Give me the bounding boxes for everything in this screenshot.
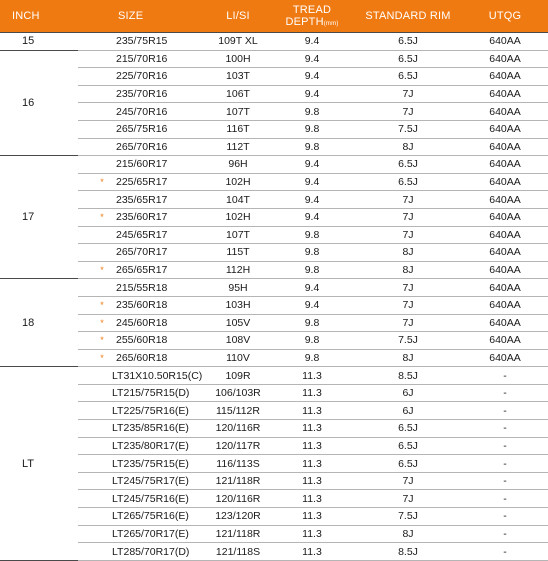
load-speed-index-cell: 121/118R (206, 472, 270, 490)
tire-size-cell: 215/55R18 (112, 279, 206, 297)
standard-rim-cell: 7J (354, 191, 462, 209)
standard-rim-cell: 7.5J (354, 332, 462, 350)
utqg-cell: 640AA (462, 226, 548, 244)
load-speed-index-cell: 100H (206, 50, 270, 68)
tire-size-cell: 245/60R18 (112, 314, 206, 332)
standard-rim-cell: 7.5J (354, 508, 462, 526)
table-row (0, 191, 548, 209)
utqg-cell: - (462, 543, 548, 561)
star-marker (78, 455, 112, 473)
load-speed-index-cell: 116/113S (206, 455, 270, 473)
utqg-cell: - (462, 508, 548, 526)
star-marker (78, 543, 112, 561)
header-tread-depth-label: TREAD DEPTH (285, 4, 332, 28)
tire-size-cell: LT245/75R17(E) (112, 472, 206, 490)
utqg-cell: 640AA (462, 244, 548, 262)
utqg-cell: 640AA (462, 85, 548, 103)
load-speed-index-cell: 112H (206, 261, 270, 279)
standard-rim-cell: 7J (354, 314, 462, 332)
tire-size-cell: LT245/75R16(E) (112, 490, 206, 508)
star-marker (78, 85, 112, 103)
tread-depth-cell: 11.3 (270, 472, 354, 490)
star-marker (78, 156, 112, 174)
table-row (0, 103, 548, 121)
utqg-cell: 640AA (462, 50, 548, 68)
table-row (0, 138, 548, 156)
tire-size-cell: 265/70R17 (112, 244, 206, 262)
load-speed-index-cell: 115/112R (206, 402, 270, 420)
star-marker: * (78, 314, 112, 332)
table-row (0, 349, 548, 367)
tread-depth-cell: 9.4 (270, 33, 354, 51)
star-marker (78, 490, 112, 508)
tire-size-cell: LT265/75R16(E) (112, 508, 206, 526)
tire-size-cell: LT215/75R15(D) (112, 384, 206, 402)
standard-rim-cell: 7J (354, 296, 462, 314)
standard-rim-cell: 8J (354, 244, 462, 262)
utqg-cell: - (462, 437, 548, 455)
tire-size-cell: 245/65R17 (112, 226, 206, 244)
tire-size-cell: 255/60R18 (112, 332, 206, 350)
table-row (0, 437, 548, 455)
table-row (0, 156, 548, 174)
table-row (0, 226, 548, 244)
tire-size-cell: LT285/70R17(D) (112, 543, 206, 561)
standard-rim-cell: 8.5J (354, 543, 462, 561)
load-speed-index-cell: 110V (206, 349, 270, 367)
standard-rim-cell: 7.5J (354, 120, 462, 138)
tread-depth-cell: 9.4 (270, 85, 354, 103)
standard-rim-cell: 6.5J (354, 50, 462, 68)
star-marker (78, 103, 112, 121)
inch-group-label: 16 (0, 50, 78, 156)
standard-rim-cell: 8J (354, 261, 462, 279)
tire-size-cell: 265/75R16 (112, 120, 206, 138)
utqg-cell: - (462, 490, 548, 508)
table-row (0, 490, 548, 508)
utqg-cell: 640AA (462, 68, 548, 86)
standard-rim-cell: 7J (354, 208, 462, 226)
tire-size-cell: LT225/75R16(E) (112, 402, 206, 420)
standard-rim-cell: 7J (354, 226, 462, 244)
table-row (0, 208, 548, 226)
star-marker (78, 279, 112, 297)
tread-depth-cell: 9.4 (270, 191, 354, 209)
tread-depth-cell: 9.8 (270, 332, 354, 350)
table-row (0, 68, 548, 86)
star-marker (78, 68, 112, 86)
standard-rim-cell: 7J (354, 472, 462, 490)
utqg-cell: 640AA (462, 173, 548, 191)
load-speed-index-cell: 107T (206, 103, 270, 121)
star-marker (78, 367, 112, 385)
load-speed-index-cell: 108V (206, 332, 270, 350)
load-speed-index-cell: 104T (206, 191, 270, 209)
utqg-cell: 640AA (462, 296, 548, 314)
load-speed-index-cell: 102H (206, 173, 270, 191)
inch-group-label: 17 (0, 156, 78, 279)
tread-depth-cell: 11.3 (270, 508, 354, 526)
inch-group-label: 15 (0, 33, 78, 51)
standard-rim-cell: 7J (354, 103, 462, 121)
utqg-cell: 640AA (462, 208, 548, 226)
utqg-cell: - (462, 455, 548, 473)
star-marker (78, 191, 112, 209)
star-marker: * (78, 261, 112, 279)
load-speed-index-cell: 105V (206, 314, 270, 332)
header-size: SIZE (78, 0, 206, 33)
star-marker (78, 402, 112, 420)
table-row (0, 50, 548, 68)
load-speed-index-cell: 107T (206, 226, 270, 244)
table-row (0, 120, 548, 138)
tread-depth-cell: 11.3 (270, 367, 354, 385)
tread-depth-cell: 9.8 (270, 314, 354, 332)
load-speed-index-cell: 95H (206, 279, 270, 297)
utqg-cell: 640AA (462, 349, 548, 367)
tread-depth-cell: 11.3 (270, 437, 354, 455)
load-speed-index-cell: 106T (206, 85, 270, 103)
tread-depth-cell: 9.8 (270, 226, 354, 244)
load-speed-index-cell: 120/117R (206, 437, 270, 455)
table-row (0, 543, 548, 561)
utqg-cell: 640AA (462, 120, 548, 138)
table-row (0, 296, 548, 314)
load-speed-index-cell: 106/103R (206, 384, 270, 402)
table-row (0, 261, 548, 279)
tire-size-cell: 215/60R17 (112, 156, 206, 174)
standard-rim-cell: 6J (354, 384, 462, 402)
tire-size-cell: LT31X10.50R15(C) (112, 367, 206, 385)
star-marker (78, 437, 112, 455)
tire-size-cell: LT235/75R15(E) (112, 455, 206, 473)
inch-group-label: 18 (0, 279, 78, 367)
load-speed-index-cell: 120/116R (206, 490, 270, 508)
tread-depth-cell: 11.3 (270, 402, 354, 420)
star-marker: * (78, 208, 112, 226)
standard-rim-cell: 7J (354, 279, 462, 297)
star-marker: * (78, 173, 112, 191)
tire-size-cell: 235/60R18 (112, 296, 206, 314)
load-speed-index-cell: 109T XL (206, 33, 270, 51)
utqg-cell: - (462, 384, 548, 402)
tread-depth-cell: 11.3 (270, 384, 354, 402)
star-marker (78, 244, 112, 262)
table-header (0, 0, 548, 33)
utqg-cell: - (462, 472, 548, 490)
utqg-cell: 640AA (462, 332, 548, 350)
star-marker: * (78, 349, 112, 367)
tread-depth-cell: 11.3 (270, 543, 354, 561)
tread-depth-cell: 9.4 (270, 296, 354, 314)
standard-rim-cell: 6.5J (354, 33, 462, 51)
star-marker (78, 120, 112, 138)
load-speed-index-cell: 121/118S (206, 543, 270, 561)
star-marker (78, 226, 112, 244)
table-row (0, 279, 548, 297)
table-row (0, 33, 548, 51)
header-tread-depth (270, 0, 354, 33)
standard-rim-cell: 7J (354, 85, 462, 103)
table-row (0, 472, 548, 490)
header-inch: INCH (0, 0, 78, 33)
utqg-cell: - (462, 420, 548, 438)
load-speed-index-cell: 120/116R (206, 420, 270, 438)
tread-depth-cell: 9.4 (270, 156, 354, 174)
tire-size-cell: LT235/85R16(E) (112, 420, 206, 438)
tire-size-cell: 235/70R16 (112, 85, 206, 103)
table-row (0, 332, 548, 350)
tread-depth-cell: 11.3 (270, 455, 354, 473)
table-body (0, 33, 548, 561)
star-marker (78, 384, 112, 402)
standard-rim-cell: 8J (354, 138, 462, 156)
tread-depth-cell: 9.8 (270, 103, 354, 121)
star-marker (78, 420, 112, 438)
standard-rim-cell: 6.5J (354, 420, 462, 438)
table-row (0, 173, 548, 191)
utqg-cell: - (462, 367, 548, 385)
tread-depth-cell: 11.3 (270, 490, 354, 508)
star-marker (78, 33, 112, 51)
utqg-cell: - (462, 525, 548, 543)
table-row (0, 525, 548, 543)
header-standard-rim: STANDARD RIM (354, 0, 462, 33)
table-row (0, 402, 548, 420)
tread-depth-cell: 9.4 (270, 279, 354, 297)
table-row (0, 508, 548, 526)
tread-depth-cell: 9.4 (270, 208, 354, 226)
standard-rim-cell: 6.5J (354, 455, 462, 473)
tread-depth-cell: 11.3 (270, 525, 354, 543)
tire-size-cell: 265/60R18 (112, 349, 206, 367)
tread-depth-cell: 9.8 (270, 244, 354, 262)
tire-size-cell: 235/60R17 (112, 208, 206, 226)
load-speed-index-cell: 102H (206, 208, 270, 226)
star-marker (78, 50, 112, 68)
table-row (0, 420, 548, 438)
star-marker (78, 138, 112, 156)
table-row (0, 455, 548, 473)
star-marker: * (78, 296, 112, 314)
utqg-cell: 640AA (462, 191, 548, 209)
header-li-si: LI/SI (206, 0, 270, 33)
load-speed-index-cell: 96H (206, 156, 270, 174)
utqg-cell: 640AA (462, 279, 548, 297)
utqg-cell: 640AA (462, 261, 548, 279)
table-row (0, 85, 548, 103)
standard-rim-cell: 6.5J (354, 437, 462, 455)
load-speed-index-cell: 116T (206, 120, 270, 138)
tire-size-cell: 225/65R17 (112, 173, 206, 191)
standard-rim-cell: 6.5J (354, 68, 462, 86)
table-row (0, 384, 548, 402)
star-marker (78, 525, 112, 543)
standard-rim-cell: 7J (354, 490, 462, 508)
tire-size-cell: 215/70R16 (112, 50, 206, 68)
tread-depth-cell: 9.8 (270, 120, 354, 138)
standard-rim-cell: 6.5J (354, 156, 462, 174)
utqg-cell: - (462, 402, 548, 420)
tire-size-cell: LT265/70R17(E) (112, 525, 206, 543)
tire-size-cell: 245/70R16 (112, 103, 206, 121)
load-speed-index-cell: 103T (206, 68, 270, 86)
standard-rim-cell: 8J (354, 349, 462, 367)
tire-size-cell: 265/70R16 (112, 138, 206, 156)
inch-group-label: LT (0, 367, 78, 561)
tire-size-cell: LT235/80R17(E) (112, 437, 206, 455)
header-utqg: UTQG (462, 0, 548, 33)
tread-depth-cell: 11.3 (270, 420, 354, 438)
standard-rim-cell: 6J (354, 402, 462, 420)
tread-depth-cell: 9.8 (270, 261, 354, 279)
tire-size-cell: 235/65R17 (112, 191, 206, 209)
load-speed-index-cell: 121/118R (206, 525, 270, 543)
utqg-cell: 640AA (462, 156, 548, 174)
table-row (0, 314, 548, 332)
tread-depth-cell: 9.8 (270, 138, 354, 156)
standard-rim-cell: 8J (354, 525, 462, 543)
header-tread-depth-unit: (mm) (323, 21, 339, 27)
tread-depth-cell: 9.4 (270, 173, 354, 191)
utqg-cell: 640AA (462, 314, 548, 332)
load-speed-index-cell: 123/120R (206, 508, 270, 526)
table-row (0, 367, 548, 385)
star-marker: * (78, 332, 112, 350)
utqg-cell: 640AA (462, 103, 548, 121)
standard-rim-cell: 8.5J (354, 367, 462, 385)
load-speed-index-cell: 109R (206, 367, 270, 385)
load-speed-index-cell: 115T (206, 244, 270, 262)
utqg-cell: 640AA (462, 138, 548, 156)
standard-rim-cell: 6.5J (354, 173, 462, 191)
tire-size-cell: 225/70R16 (112, 68, 206, 86)
tread-depth-cell: 9.4 (270, 68, 354, 86)
load-speed-index-cell: 103H (206, 296, 270, 314)
utqg-cell: 640AA (462, 33, 548, 51)
tread-depth-cell: 9.8 (270, 349, 354, 367)
load-speed-index-cell: 112T (206, 138, 270, 156)
star-marker (78, 508, 112, 526)
tire-size-cell: 235/75R15 (112, 33, 206, 51)
tread-depth-cell: 9.4 (270, 50, 354, 68)
tire-size-cell: 265/65R17 (112, 261, 206, 279)
table-row (0, 244, 548, 262)
star-marker (78, 472, 112, 490)
